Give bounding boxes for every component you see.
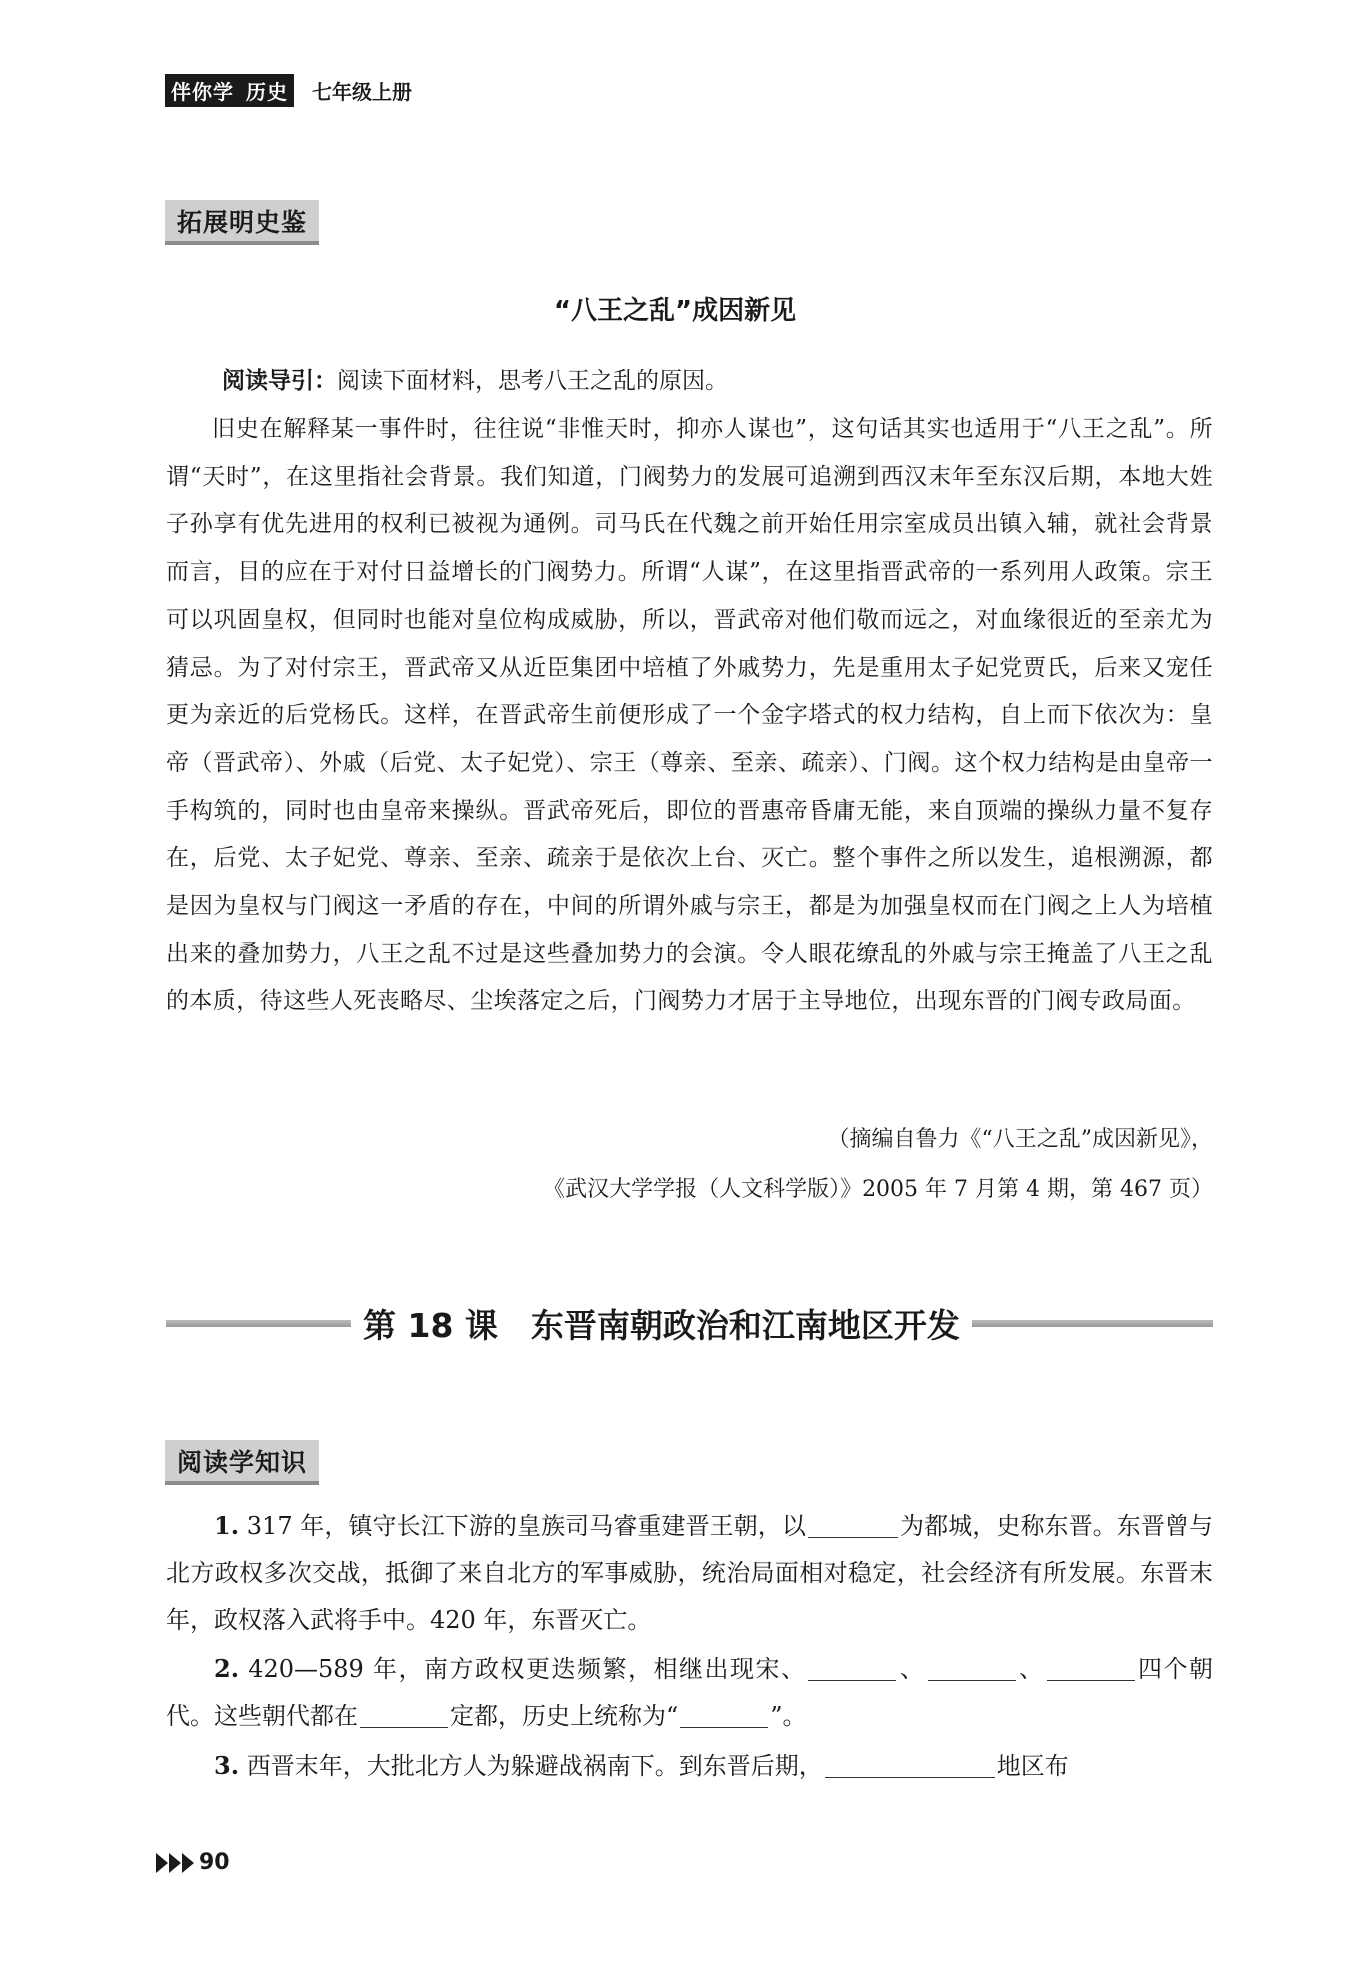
question-1-text-b: 为都城，史称东晋。东晋曾与北方政权多次交战，抵御了来自北方的军事威胁，统治局面相对稳定，社会经济有所发展。东晋末年，政权落入武将手中。420 年，东晋灭亡。 (166, 1512, 1214, 1634)
heading-rule-left (166, 1320, 351, 1327)
question-2-text-c: 定都，历史上统称为“ (450, 1702, 679, 1730)
citation-line-1: （摘编自鲁力《“八王之乱”成因新见》， (827, 1127, 1213, 1152)
question-2-sep-1: 、 (898, 1655, 926, 1683)
question-2-text-a: 420—589 年，南方政权更迭频繁，相继出现宋、 (248, 1655, 807, 1683)
series-name: 伴你学 (171, 80, 234, 104)
answer-blank[interactable] (808, 1511, 898, 1538)
question-2-text-d: ”。 (770, 1702, 807, 1730)
question-3 (166, 1742, 1213, 1790)
heading-rule-right (972, 1320, 1213, 1327)
book-series-tag (165, 74, 294, 107)
question-2-text-b: 四个朝代。这些朝代都在 (166, 1655, 1214, 1730)
grade-label: 七年级上册 (312, 80, 412, 104)
section-label-reading: 阅读学知识 (165, 1440, 319, 1485)
lesson-title: 第 18 课 东晋南朝政治和江南地区开发 (363, 1305, 960, 1345)
page-footer (156, 1850, 230, 1875)
subject-name: 历史 (246, 80, 288, 104)
question-1 (166, 1502, 1213, 1644)
reading-guide (222, 362, 728, 395)
reading-guide-text: 阅读下面材料，思考八王之乱的原因。 (337, 368, 728, 394)
question-2-number: 2. (214, 1654, 240, 1683)
answer-blank[interactable] (928, 1654, 1016, 1681)
question-3-text-b: 地区布 (996, 1752, 1069, 1780)
question-3-text-a: 西晋末年，大批北方人为躲避战祸南下。到东晋后期， (246, 1752, 823, 1780)
question-1-text-a: 317 年，镇守长江下游的皇族司马睿重建晋王朝，以 (246, 1512, 806, 1540)
page-number: 90 (199, 1850, 230, 1875)
chevron-arrows-icon (156, 1853, 195, 1873)
lesson-heading (166, 1300, 1213, 1346)
reading-guide-label: 阅读导引： (222, 368, 337, 394)
running-header (165, 74, 412, 107)
question-1-number: 1. (214, 1511, 240, 1540)
citation-line-2: 《武汉大学学报（人文科学版）》2005 年 7 月第 4 期，第 467 页） (543, 1177, 1213, 1202)
answer-blank[interactable] (1047, 1654, 1135, 1681)
answer-blank[interactable] (680, 1701, 768, 1728)
question-3-number: 3. (214, 1751, 240, 1780)
section-label-extension: 拓展明史鉴 (165, 200, 319, 245)
answer-blank[interactable] (360, 1701, 448, 1728)
question-2 (166, 1645, 1213, 1740)
article-body: 旧史在解释某一事件时，往往说“非惟天时，抑亦人谋也”，这句话其实也适用于“八王之乱”。所谓“天时”，在这里指社会背景。我们知道，门阀势力的发展可追溯到西汉末年至东汉后期，本地大姓子孙享有优先进用的权利已被视为通例。司马氏在代魏之前开始任用宗室成员出镇入辅，就社会背景而言，目的应在于对付日益增长的门阀势力。所谓“人谋”，在这里指晋武帝的一系列用人政策。宗王可以巩固皇权，但同时也能对皇位构成威胁，所以，晋武帝对他们敬而远之，对血缘很近的至亲尤为猜忌。为了对付宗王，晋武帝又从近臣集团中培植了外戚势力，先是重用太子妃党贾氏，后来又宠任更为亲近的后党杨氏。这样，在晋武帝生前便形成了一个金字塔式的权力结构，自上而下依次为：皇帝（晋武帝）、外戚（后党、太子妃党）、宗王（尊亲、至亲、疏亲）、门阀。这个权力结构是由皇帝一手构筑的，同时也由皇帝来操纵。晋武帝死后，即位的晋惠帝昏庸无能，来自顶端的操纵力量不复存在，后党、太子妃党、尊亲、至亲、疏亲于是依次上台、灭亡。整个事件之所以发生，追根溯源，都是因为皇权与门阀这一矛盾的存在，中间的所谓外戚与宗王，都是为加强皇权而在门阀之上人为培植出来的叠加势力，八王之乱不过是这些叠加势力的会演。令人眼花缭乱的外戚与宗王掩盖了八王之乱的本质，待这些人死丧略尽、尘埃落定之后，门阀势力才居于主导地位，出现东晋的门阀专政局面。 (166, 416, 1213, 1015)
answer-blank[interactable] (808, 1654, 896, 1681)
question-2-sep-2: 、 (1017, 1655, 1045, 1683)
answer-blank[interactable] (825, 1751, 995, 1778)
article-title: “八王之乱”成因新见 (553, 296, 797, 326)
